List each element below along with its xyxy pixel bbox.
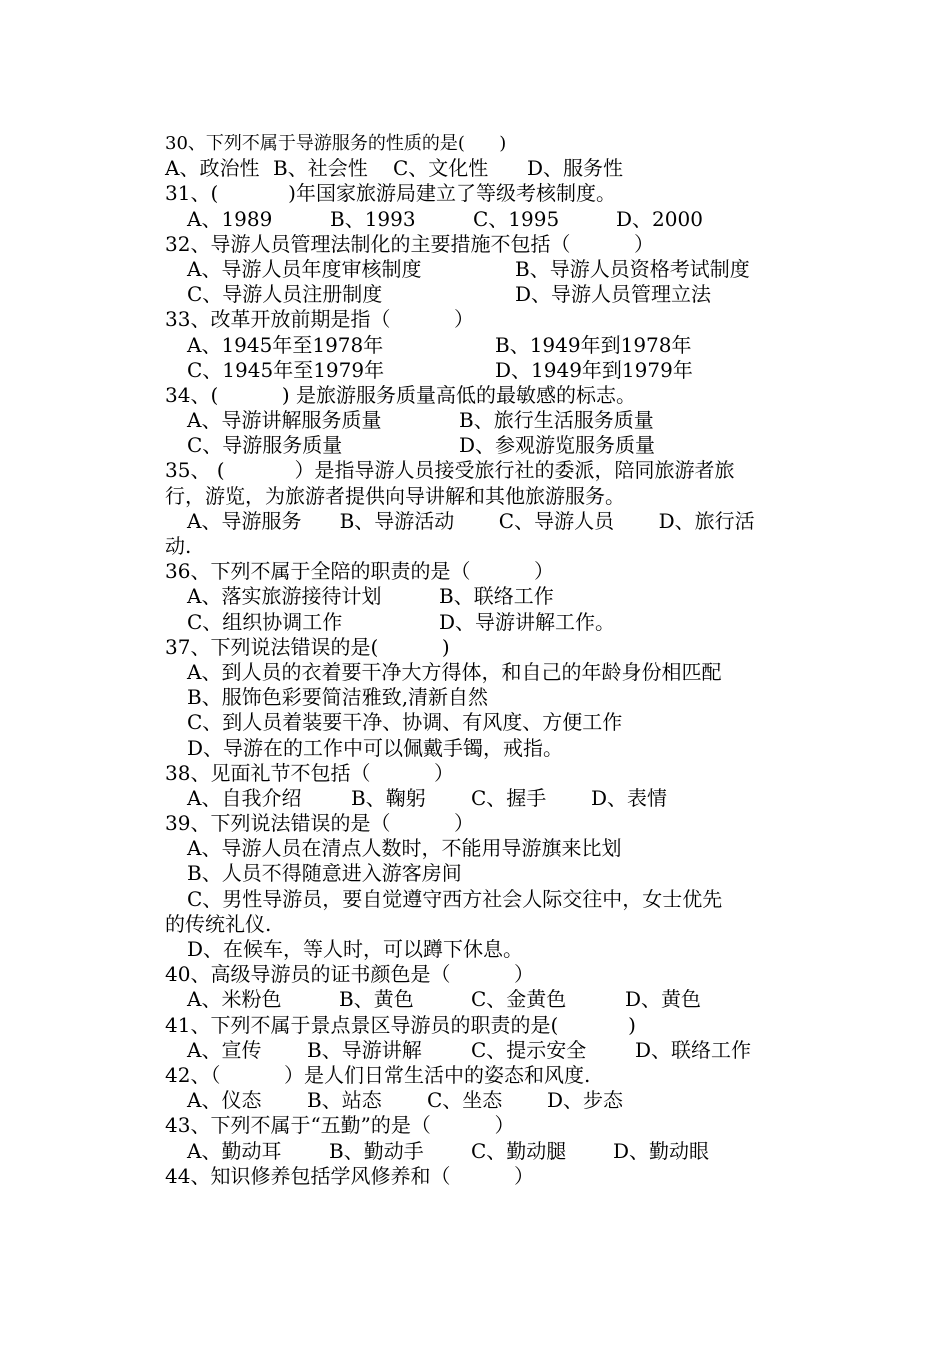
option-39-d: D、在候车，等人时，可以蹲下休息。 [187, 937, 524, 961]
option-39-c-cont: 的传统礼仪. [165, 911, 272, 936]
option-36-a: A、落实旅游接待计划 [187, 584, 382, 609]
question-44: 44、知识修养包括学风修养和（ ） [165, 1163, 535, 1188]
options-35-line1: A、导游服务 B、导游活动 C、导游人员 D、旅行活 [187, 508, 755, 533]
question-39: 39、下列说法错误的是（ ） [165, 811, 475, 836]
option-34-b: B、旅行生活服务质量 [459, 408, 654, 433]
option-42-b: B、站态 [307, 1088, 382, 1113]
question-33: 33、改革开放前期是指（ ） [165, 307, 475, 332]
options-40 [165, 987, 805, 1012]
options-38 [165, 786, 805, 811]
option-42-d: D、步态 [547, 1088, 624, 1113]
options-32-row2 [165, 282, 805, 307]
option-33-a: A、1945年至1978年 [187, 332, 384, 357]
option-30-c: C、文化性 [393, 156, 489, 181]
option-42-c: C、坐态 [427, 1088, 503, 1113]
question-35-line1: 35、 ( ）是指导游人员接受旅行社的委派，陪同旅游者旅 [165, 458, 735, 483]
option-43-b: B、勤动手 [329, 1138, 424, 1163]
option-33-b: B、1949年到1978年 [495, 332, 692, 357]
question-36: 36、下列不属于全陪的职责的是（ ） [165, 559, 555, 584]
option-41-a: A、宣传 [187, 1037, 262, 1062]
option-34-c: C、导游服务质量 [187, 433, 343, 458]
option-37-d: D、导游在的工作中可以佩戴手镯，戒指。 [187, 735, 564, 760]
question-31: 31、( )年国家旅游局建立了等级考核制度。 [165, 181, 616, 206]
option-38-b: B、鞠躬 [351, 785, 426, 810]
question-43: 43、下列不属于“五勤”的是（ ） [165, 1113, 515, 1138]
question-list [165, 131, 805, 1189]
options-42 [165, 1088, 805, 1113]
option-41-d: D、联络工作 [635, 1037, 752, 1062]
option-43-c: C、勤动腿 [471, 1138, 567, 1163]
question-37: 37、下列说法错误的是( ) [165, 634, 450, 659]
question-41: 41、下列不属于景点景区导游员的职责的是( ) [165, 1012, 636, 1037]
option-43-d: D、勤动眼 [613, 1138, 710, 1163]
option-40-b: B、黄色 [339, 987, 414, 1012]
option-37-c: C、到人员着装要干净、协调、有风度、方便工作 [187, 710, 623, 735]
option-38-d: D、表情 [591, 785, 668, 810]
option-31-d: D、2000 [616, 206, 703, 231]
option-34-a: A、导游讲解服务质量 [187, 408, 382, 433]
option-40-c: C、金黄色 [471, 987, 567, 1012]
option-33-c: C、1945年至1979年 [187, 357, 385, 382]
question-35-line2: 行，游览，为旅游者提供向导讲解和其他旅游服务。 [165, 483, 625, 508]
option-30-b: B、社会性 [273, 156, 368, 181]
option-32-d: D、导游人员管理立法 [515, 282, 712, 307]
option-41-c: C、提示安全 [471, 1037, 587, 1062]
option-36-b: B、联络工作 [439, 584, 554, 609]
options-34-row2 [165, 433, 805, 458]
option-32-c: C、导游人员注册制度 [187, 282, 383, 307]
question-40: 40、高级导游员的证书颜色是（ ） [165, 962, 535, 987]
option-36-c: C、组织协调工作 [187, 609, 343, 634]
question-30: 30、下列不属于导游服务的性质的是( ) [165, 133, 507, 154]
options-33-row1 [165, 333, 805, 358]
question-34: 34、( ) 是旅游服务质量高低的最敏感的标志。 [165, 382, 636, 407]
option-30-d: D、服务性 [527, 156, 624, 181]
option-37-a: A、到人员的衣着要干净大方得体，和自己的年龄身份相匹配 [187, 659, 722, 684]
options-41 [165, 1038, 805, 1063]
option-38-a: A、自我介绍 [187, 785, 302, 810]
option-39-c: C、男性导游员，要自觉遵守西方社会人际交往中，女士优先 [187, 886, 723, 911]
option-39-b: B、人员不得随意进入游客房间 [187, 861, 462, 886]
question-32: 32、导游人员管理法制化的主要措施不包括（ ） [165, 231, 655, 256]
options-32-row1 [165, 257, 805, 282]
options-33-row2 [165, 358, 805, 383]
option-34-d: D、参观游览服务质量 [459, 433, 656, 458]
option-42-a: A、仪态 [187, 1088, 262, 1113]
question-38: 38、见面礼节不包括（ ） [165, 760, 455, 785]
option-41-b: B、导游讲解 [307, 1037, 422, 1062]
options-30 [165, 156, 805, 181]
option-31-c: C、1995 [473, 206, 560, 231]
option-39-a: A、导游人员在清点人数时，不能用导游旗来比划 [187, 836, 622, 861]
question-42: 42、（ ）是人们日常生活中的姿态和风度. [165, 1062, 591, 1087]
options-34-row1 [165, 408, 805, 433]
option-40-a: A、米粉色 [187, 987, 282, 1012]
option-31-b: B、1993 [330, 206, 416, 231]
option-36-d: D、导游讲解工作。 [439, 609, 616, 634]
option-30-a: A、政治性 [165, 156, 260, 181]
option-40-d: D、黄色 [625, 987, 702, 1012]
options-36-row1 [165, 584, 805, 609]
option-43-a: A、勤动耳 [187, 1138, 282, 1163]
options-35-line2: 动. [165, 534, 192, 558]
option-33-d: D、1949年到1979年 [495, 357, 693, 382]
options-31 [165, 207, 805, 232]
option-31-a: A、1989 [187, 206, 273, 231]
options-36-row2 [165, 610, 805, 635]
option-37-b: B、服饰色彩要简洁雅致,清新自然 [187, 685, 489, 710]
option-38-c: C、握手 [471, 785, 547, 810]
option-32-b: B、导游人员资格考试制度 [515, 256, 750, 281]
options-43 [165, 1139, 805, 1164]
option-32-a: A、导游人员年度审核制度 [187, 256, 422, 281]
